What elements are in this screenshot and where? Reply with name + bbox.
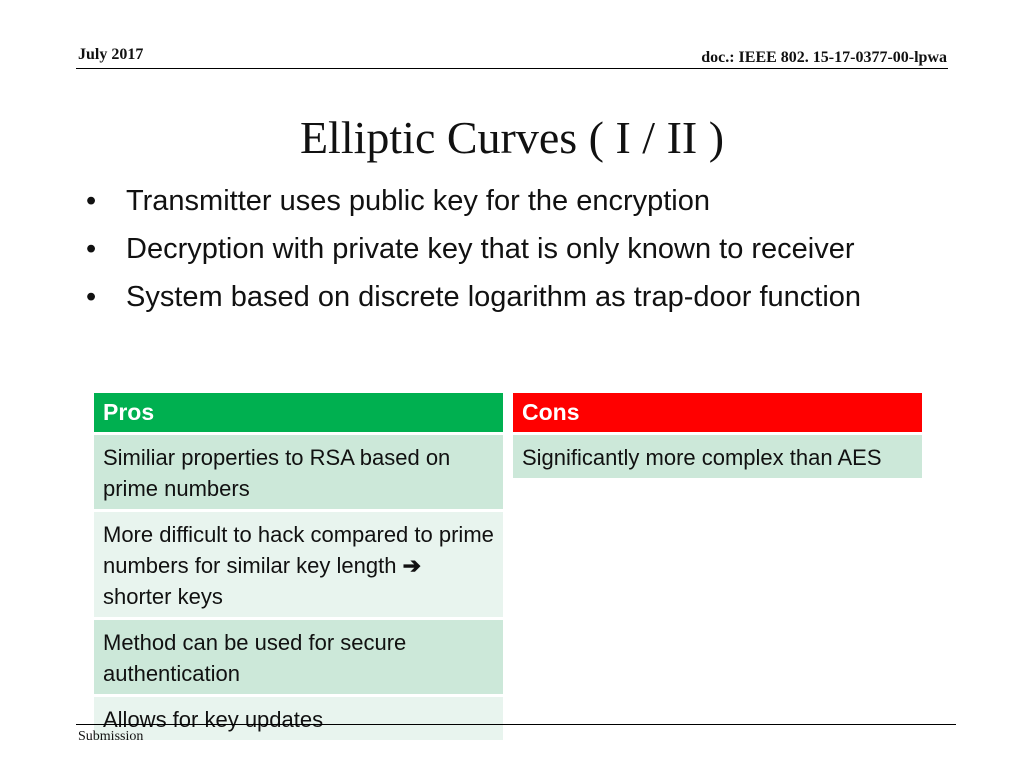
pros-table: [94, 393, 503, 740]
header-date: July 2017: [78, 46, 144, 63]
pros-row: [94, 512, 503, 617]
bullet-item: [86, 228, 886, 270]
bullet-dot-icon: •: [86, 281, 97, 313]
pros-row: Similiar properties to RSA based on prime numbers: [94, 435, 503, 509]
bullet-list: [86, 180, 886, 318]
bullet-text: System based on discrete logarithm as trap-door function: [126, 281, 862, 313]
footer-submission: Submission: [78, 729, 144, 744]
bullet-item: [86, 180, 886, 222]
pros-row-text: shorter keys: [103, 584, 223, 609]
cons-header: Cons: [513, 393, 922, 432]
cons-row: Significantly more complex than AES: [513, 435, 922, 478]
bullet-text: Decryption with private key that is only known to receiver: [126, 233, 855, 265]
pros-row: Method can be used for secure authentication: [94, 620, 503, 694]
pros-row: Allows for key updates: [94, 697, 503, 740]
pros-row-text: More difficult to hack compared to prime numbers for similar key length: [103, 522, 494, 578]
bullet-dot-icon: •: [86, 233, 97, 265]
arrow-right-icon: ➔: [402, 553, 422, 578]
bullet-text: Transmitter uses public key for the encryption: [126, 185, 711, 217]
header-doc-id: doc.: IEEE 802. 15-17-0377-00-lpwa: [701, 49, 947, 66]
cons-table: [513, 393, 922, 478]
bullet-item: [86, 276, 886, 318]
footer-divider: [76, 724, 956, 725]
pros-header: Pros: [94, 393, 503, 432]
header-divider: [76, 68, 948, 69]
slide-title: Elliptic Curves ( I / II ): [299, 112, 725, 163]
bullet-dot-icon: •: [86, 185, 97, 217]
